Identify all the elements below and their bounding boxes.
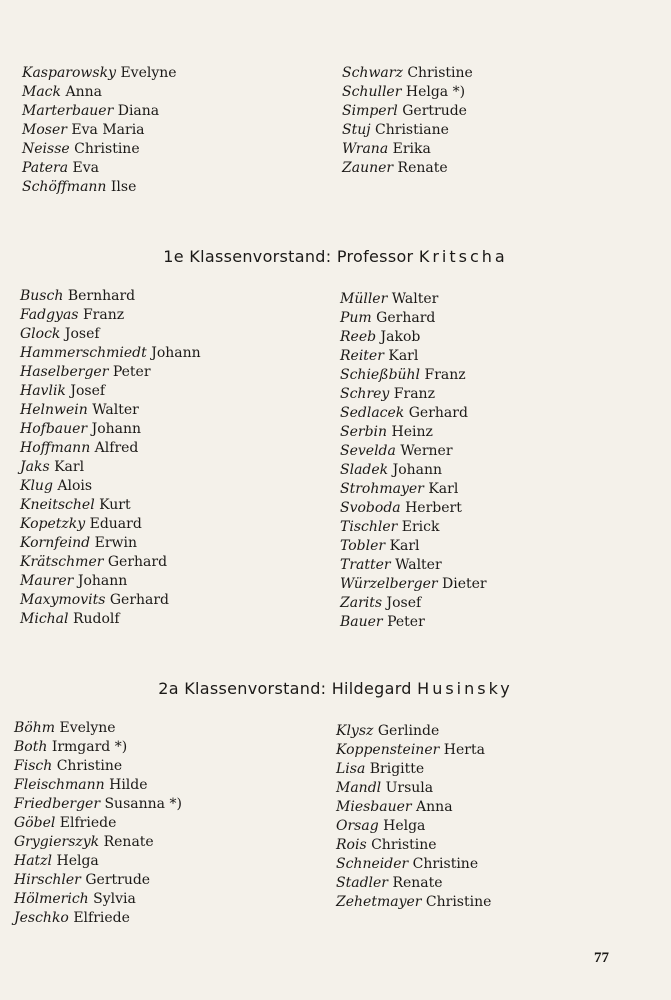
section-2a-left-list: [14, 719, 182, 928]
student-entry: [340, 442, 487, 461]
student-given-name: Herta: [443, 742, 485, 758]
student-given-name: Gertrude: [402, 103, 467, 119]
student-given-name: Christine: [425, 894, 492, 910]
student-entry: [20, 363, 201, 382]
student-entry: [20, 553, 201, 572]
student-surname: Serbin: [340, 424, 388, 440]
student-entry: [14, 871, 182, 890]
student-given-name: Walter: [92, 402, 139, 418]
student-entry: [340, 499, 487, 518]
student-surname: Hoffmann: [20, 440, 91, 456]
student-given-name: Erika: [392, 141, 431, 157]
student-entry: [22, 159, 177, 178]
student-entry: [340, 480, 487, 499]
student-surname: Zarits: [340, 595, 383, 611]
student-given-name: Brigitte: [369, 761, 425, 777]
student-entry: [20, 534, 201, 553]
student-entry: [20, 591, 201, 610]
student-surname: Tratter: [340, 557, 391, 573]
student-surname: Busch: [20, 288, 64, 304]
section-2a-right-list: [336, 722, 491, 912]
student-surname: Maurer: [20, 573, 74, 589]
student-given-name: Johann: [392, 462, 443, 478]
student-given-name: Christiane: [375, 122, 449, 138]
student-given-name: Evelyne: [120, 65, 177, 81]
student-surname: Kopetzky: [20, 516, 86, 532]
student-entry: [342, 64, 473, 83]
student-entry: [14, 852, 182, 871]
student-given-name: Kurt: [99, 497, 131, 513]
student-given-name: Ursula: [385, 780, 434, 796]
section-2a-heading-label: 2a Klassenvorstand: Hildegard: [158, 679, 412, 698]
student-surname: Koppensteiner: [336, 742, 440, 758]
student-surname: Fadgyas: [20, 307, 79, 323]
student-given-name: Bernhard: [67, 288, 136, 304]
student-given-name: Gerhard: [376, 310, 436, 326]
student-entry: [22, 121, 177, 140]
student-entry: [336, 855, 491, 874]
student-given-name: Eva: [72, 160, 100, 176]
student-entry: [342, 102, 473, 121]
student-entry: [14, 814, 182, 833]
student-entry: [340, 556, 487, 575]
student-surname: Wrana: [342, 141, 389, 157]
student-surname: Kneitschel: [20, 497, 95, 513]
student-entry: [336, 741, 491, 760]
section-2a-teacher: Husinsky: [417, 679, 513, 698]
student-entry: [342, 140, 473, 159]
section-1d-right-list: [342, 64, 473, 178]
student-given-name: Walter: [395, 557, 442, 573]
student-surname: Hammerschmiedt: [20, 345, 147, 361]
student-given-name: Franz: [82, 307, 125, 323]
student-entry: [20, 458, 201, 477]
student-surname: Sladek: [340, 462, 389, 478]
student-entry: [22, 140, 177, 159]
student-surname: Reiter: [340, 348, 384, 364]
student-given-name: Alois: [57, 478, 93, 494]
student-entry: [336, 760, 491, 779]
student-entry: [22, 64, 177, 83]
student-surname: Jaks: [20, 459, 50, 475]
student-surname: Michal: [20, 611, 69, 627]
student-entry: [20, 325, 201, 344]
student-surname: Schuller: [342, 84, 402, 100]
student-given-name: Helga: [383, 818, 426, 834]
student-given-name: Helga *): [405, 84, 466, 100]
student-surname: Fleischmann: [14, 777, 105, 793]
student-surname: Kasparowsky: [22, 65, 116, 81]
student-given-name: Johann: [91, 421, 142, 437]
student-entry: [336, 817, 491, 836]
student-entry: [336, 779, 491, 798]
student-surname: Zauner: [342, 160, 394, 176]
student-given-name: Alfred: [94, 440, 139, 456]
student-entry: [20, 306, 201, 325]
student-surname: Schwarz: [342, 65, 403, 81]
student-given-name: Anna: [416, 799, 453, 815]
student-surname: Schrey: [340, 386, 390, 402]
student-entry: [20, 610, 201, 629]
student-given-name: Franz: [424, 367, 466, 383]
student-entry: [20, 401, 201, 420]
section-1e-teacher: Kritscha: [418, 247, 508, 266]
student-entry: [20, 382, 201, 401]
student-entry: [340, 461, 487, 480]
student-given-name: Christine: [371, 837, 437, 853]
student-entry: [336, 874, 491, 893]
student-surname: Maxymovits: [20, 592, 106, 608]
student-given-name: Helga: [56, 853, 99, 869]
section-1d-left-list: [22, 64, 177, 197]
student-entry: [340, 594, 487, 613]
student-given-name: Elfriede: [73, 910, 130, 926]
student-surname: Klysz: [336, 723, 374, 739]
student-surname: Friedberger: [14, 796, 101, 812]
student-surname: Glock: [20, 326, 61, 342]
student-entry: [22, 178, 177, 197]
student-given-name: Peter: [387, 614, 425, 630]
student-entry: [340, 575, 487, 594]
student-given-name: Christine: [74, 141, 140, 157]
student-surname: Schießbühl: [340, 367, 421, 383]
student-surname: Both: [14, 739, 48, 755]
student-given-name: Peter: [112, 364, 151, 380]
student-surname: Grygierszyk: [14, 834, 100, 850]
student-given-name: Erwin: [94, 535, 137, 551]
student-surname: Kornfeind: [20, 535, 91, 551]
student-entry: [340, 328, 487, 347]
student-given-name: Renate: [392, 875, 443, 891]
student-given-name: Karl: [428, 481, 459, 497]
student-surname: Hatzl: [14, 853, 53, 869]
student-entry: [20, 344, 201, 363]
student-surname: Svoboda: [340, 500, 401, 516]
student-entry: [14, 738, 182, 757]
student-entry: [22, 102, 177, 121]
student-surname: Klug: [20, 478, 53, 494]
student-given-name: Evelyne: [59, 720, 116, 736]
student-surname: Schöffmann: [22, 179, 107, 195]
student-given-name: Karl: [389, 538, 420, 554]
student-entry: [340, 366, 487, 385]
student-surname: Simperl: [342, 103, 398, 119]
student-given-name: Ilse: [110, 179, 137, 195]
student-given-name: Elfriede: [59, 815, 117, 831]
student-entry: [14, 776, 182, 795]
student-entry: [336, 893, 491, 912]
student-given-name: Josef: [64, 326, 100, 342]
section-2a-heading: [0, 679, 671, 698]
student-surname: Sevelda: [340, 443, 396, 459]
student-given-name: Rudolf: [72, 611, 120, 627]
student-given-name: Renate: [103, 834, 154, 850]
student-surname: Tobler: [340, 538, 386, 554]
student-entry: [20, 287, 201, 306]
student-surname: Tischler: [340, 519, 398, 535]
student-entry: [342, 83, 473, 102]
student-given-name: Gerhard: [107, 554, 168, 570]
student-surname: Neisse: [22, 141, 70, 157]
student-entry: [20, 496, 201, 515]
student-given-name: Herbert: [405, 500, 462, 516]
student-surname: Patera: [22, 160, 69, 176]
student-entry: [14, 909, 182, 928]
student-surname: Würzelberger: [340, 576, 438, 592]
student-surname: Hirschler: [14, 872, 81, 888]
student-surname: Lisa: [336, 761, 366, 777]
student-entry: [340, 347, 487, 366]
student-given-name: Anna: [65, 84, 102, 100]
student-given-name: Gerlinde: [377, 723, 440, 739]
student-surname: Stadler: [336, 875, 388, 891]
student-entry: [342, 159, 473, 178]
student-entry: [342, 121, 473, 140]
student-given-name: Heinz: [391, 424, 433, 440]
student-given-name: Christine: [407, 65, 473, 81]
student-entry: [340, 518, 487, 537]
student-given-name: Sylvia: [93, 891, 136, 907]
student-entry: [340, 290, 487, 309]
student-entry: [340, 385, 487, 404]
student-surname: Moser: [22, 122, 67, 138]
student-given-name: Gerhard: [109, 592, 170, 608]
student-entry: [336, 722, 491, 741]
section-1e-right-list: [340, 290, 487, 632]
student-given-name: Hilde: [109, 777, 148, 793]
student-entry: [340, 613, 487, 632]
student-entry: [20, 477, 201, 496]
student-surname: Mandl: [336, 780, 382, 796]
student-surname: Rois: [336, 837, 367, 853]
student-given-name: Christine: [56, 758, 123, 774]
student-entry: [336, 798, 491, 817]
student-entry: [14, 795, 182, 814]
student-given-name: Erick: [401, 519, 440, 535]
student-entry: [340, 423, 487, 442]
student-entry: [340, 309, 487, 328]
student-surname: Helnwein: [20, 402, 88, 418]
student-entry: [336, 836, 491, 855]
student-surname: Sedlacek: [340, 405, 405, 421]
student-given-name: Christine: [412, 856, 479, 872]
student-entry: [20, 572, 201, 591]
student-surname: Jeschko: [14, 910, 69, 926]
student-surname: Haselberger: [20, 364, 109, 380]
student-entry: [20, 515, 201, 534]
student-surname: Zehetmayer: [336, 894, 422, 910]
student-surname: Hölmerich: [14, 891, 89, 907]
student-given-name: Dieter: [442, 576, 487, 592]
student-given-name: Johann: [77, 573, 128, 589]
student-given-name: Werner: [400, 443, 453, 459]
student-entry: [340, 404, 487, 423]
page-number: 77: [594, 950, 609, 966]
student-given-name: Susanna *): [104, 796, 182, 812]
section-1e-left-list: [20, 287, 201, 629]
student-given-name: Gerhard: [408, 405, 468, 421]
student-entry: [14, 719, 182, 738]
student-surname: Bauer: [340, 614, 383, 630]
student-given-name: Walter: [391, 291, 439, 307]
student-surname: Miesbauer: [336, 799, 412, 815]
student-given-name: Karl: [54, 459, 85, 475]
student-given-name: Josef: [70, 383, 106, 399]
student-given-name: Johann: [151, 345, 201, 361]
student-surname: Schneider: [336, 856, 409, 872]
section-1e-heading: [0, 247, 671, 266]
student-given-name: Karl: [388, 348, 419, 364]
student-given-name: Irmgard *): [51, 739, 128, 755]
student-surname: Orsag: [336, 818, 379, 834]
student-entry: [22, 83, 177, 102]
student-surname: Havlik: [20, 383, 66, 399]
student-given-name: Renate: [397, 160, 448, 176]
student-surname: Marterbauer: [22, 103, 114, 119]
student-surname: Pum: [340, 310, 372, 326]
student-surname: Fisch: [14, 758, 53, 774]
student-given-name: Josef: [386, 595, 422, 611]
student-surname: Müller: [340, 291, 388, 307]
student-surname: Strohmayer: [340, 481, 424, 497]
student-surname: Göbel: [14, 815, 56, 831]
student-entry: [340, 537, 487, 556]
student-given-name: Eva Maria: [71, 122, 145, 138]
student-surname: Reeb: [340, 329, 377, 345]
student-given-name: Eduard: [89, 516, 142, 532]
student-given-name: Jakob: [380, 329, 421, 345]
student-entry: [20, 420, 201, 439]
student-entry: [14, 833, 182, 852]
student-given-name: Diana: [117, 103, 160, 119]
student-entry: [14, 757, 182, 776]
student-given-name: Franz: [393, 386, 435, 402]
student-surname: Stuj: [342, 122, 371, 138]
student-surname: Krätschmer: [20, 554, 104, 570]
student-given-name: Gertrude: [85, 872, 151, 888]
section-1e-heading-label: 1e Klassenvorstand: Professor: [163, 247, 414, 266]
student-surname: Hofbauer: [20, 421, 88, 437]
student-surname: Böhm: [14, 720, 56, 736]
student-entry: [14, 890, 182, 909]
student-entry: [20, 439, 201, 458]
student-surname: Mack: [22, 84, 62, 100]
